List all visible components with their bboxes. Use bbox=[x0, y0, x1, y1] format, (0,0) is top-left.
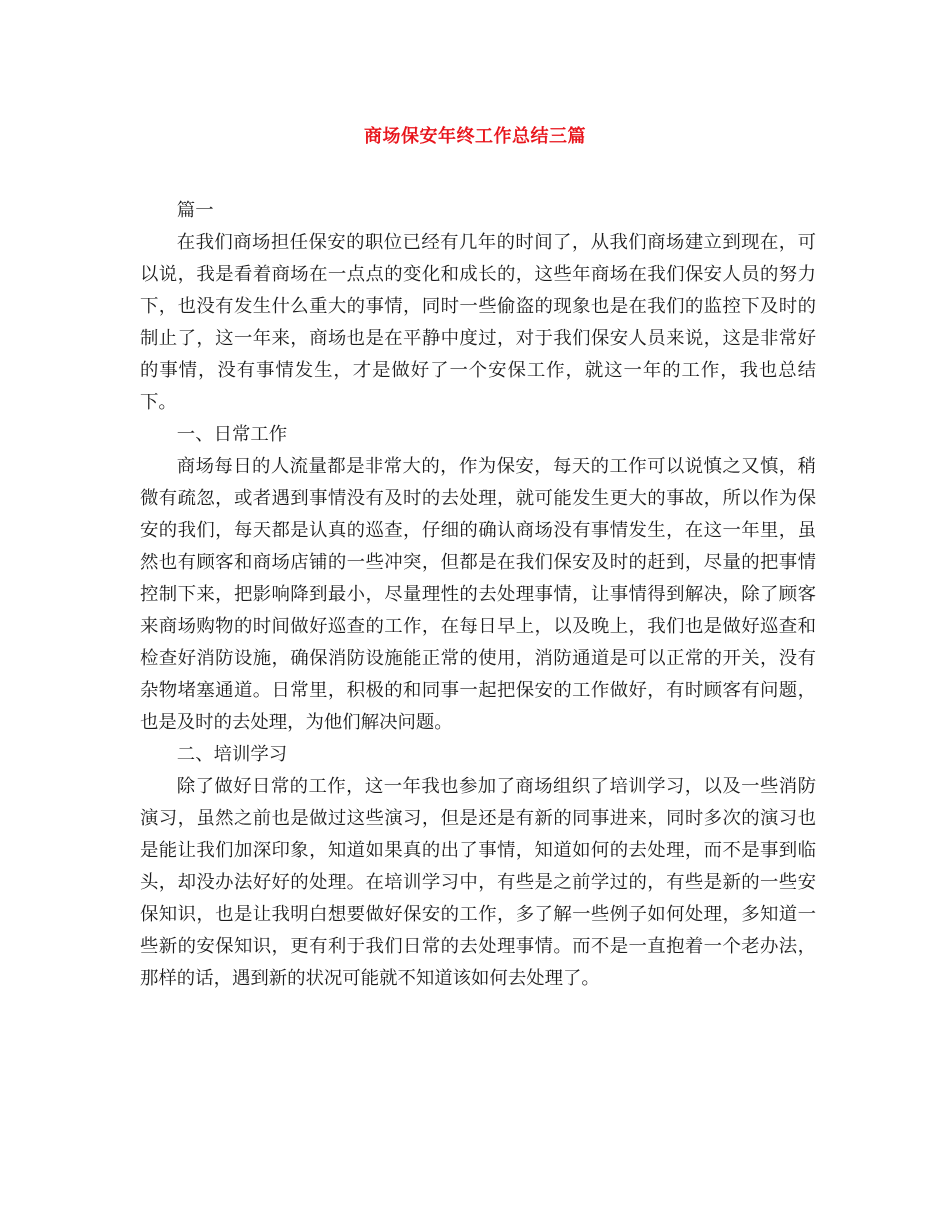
document-title: 商场保安年终工作总结三篇 bbox=[364, 126, 586, 147]
section-label: 篇一 bbox=[176, 200, 214, 221]
heading-daily-work: 一、日常工作 bbox=[176, 424, 288, 445]
paragraph-intro: 在我们商场担任保安的职位已经有几年的时间了，从我们商场建立到现在，可以说，我是看着商场在一点点的变化和成长的，这些年商场在我们保安人员的努力下，也没有发生什么重大的事情，同时一些偷盗的现象也是在我们的监控下及时的制止了，这一年来，商场也是在平静中度过，对于我们保安人员来说，这是非常好的事情，没有事情发生，才是做好了一个安保工作，就这一年的工作，我也总结下。 bbox=[140, 232, 816, 413]
heading-training: 二、培训学习 bbox=[176, 744, 288, 765]
paragraph-training: 除了做好日常的工作，这一年我也参加了商场组织了培训学习，以及一些消防演习，虽然之前也是做过这些演习，但是还是有新的同事进来，同时多次的演习也是能让我们加深印象，知道如果真的出了事情，知道如何的去处理，而不是事到临头，却没办法好好的处理。在培训学习中，有些是之前学过的，有些是新的一些安保知识，也是让我明白想要做好保安的工作，多了解一些例子如何处理，多知道一些新的安保知识，更有利于我们日常的去处理事情。而不是一直抱着一个老办法，那样的话，遇到新的状况可能就不知道该如何去处理了。 bbox=[140, 776, 816, 989]
paragraph-daily-work: 商场每日的人流量都是非常大的，作为保安，每天的工作可以说慎之又慎，稍微有疏忽，或者遇到事情没有及时的去处理，就可能发生更大的事故，所以作为保安的我们，每天都是认真的巡查，仔细的确认商场没有事情发生，在这一年里，虽然也有顾客和商场店铺的一些冲突，但都是在我们保安及时的赶到，尽量的把事情控制下来，把影响降到最小，尽量理性的去处理事情，让事情得到解决，除了顾客来商场购物的时间做好巡查的工作，在每日早上，以及晚上，我们也是做好巡查和检查好消防设施，确保消防设施能正常的使用，消防通道是可以正常的开关，没有杂物堵塞通道。日常里，积极的和同事一起把保安的工作做好，有时顾客有问题，也是及时的去处理，为他们解决问题。 bbox=[140, 456, 816, 733]
document-body bbox=[140, 195, 816, 995]
